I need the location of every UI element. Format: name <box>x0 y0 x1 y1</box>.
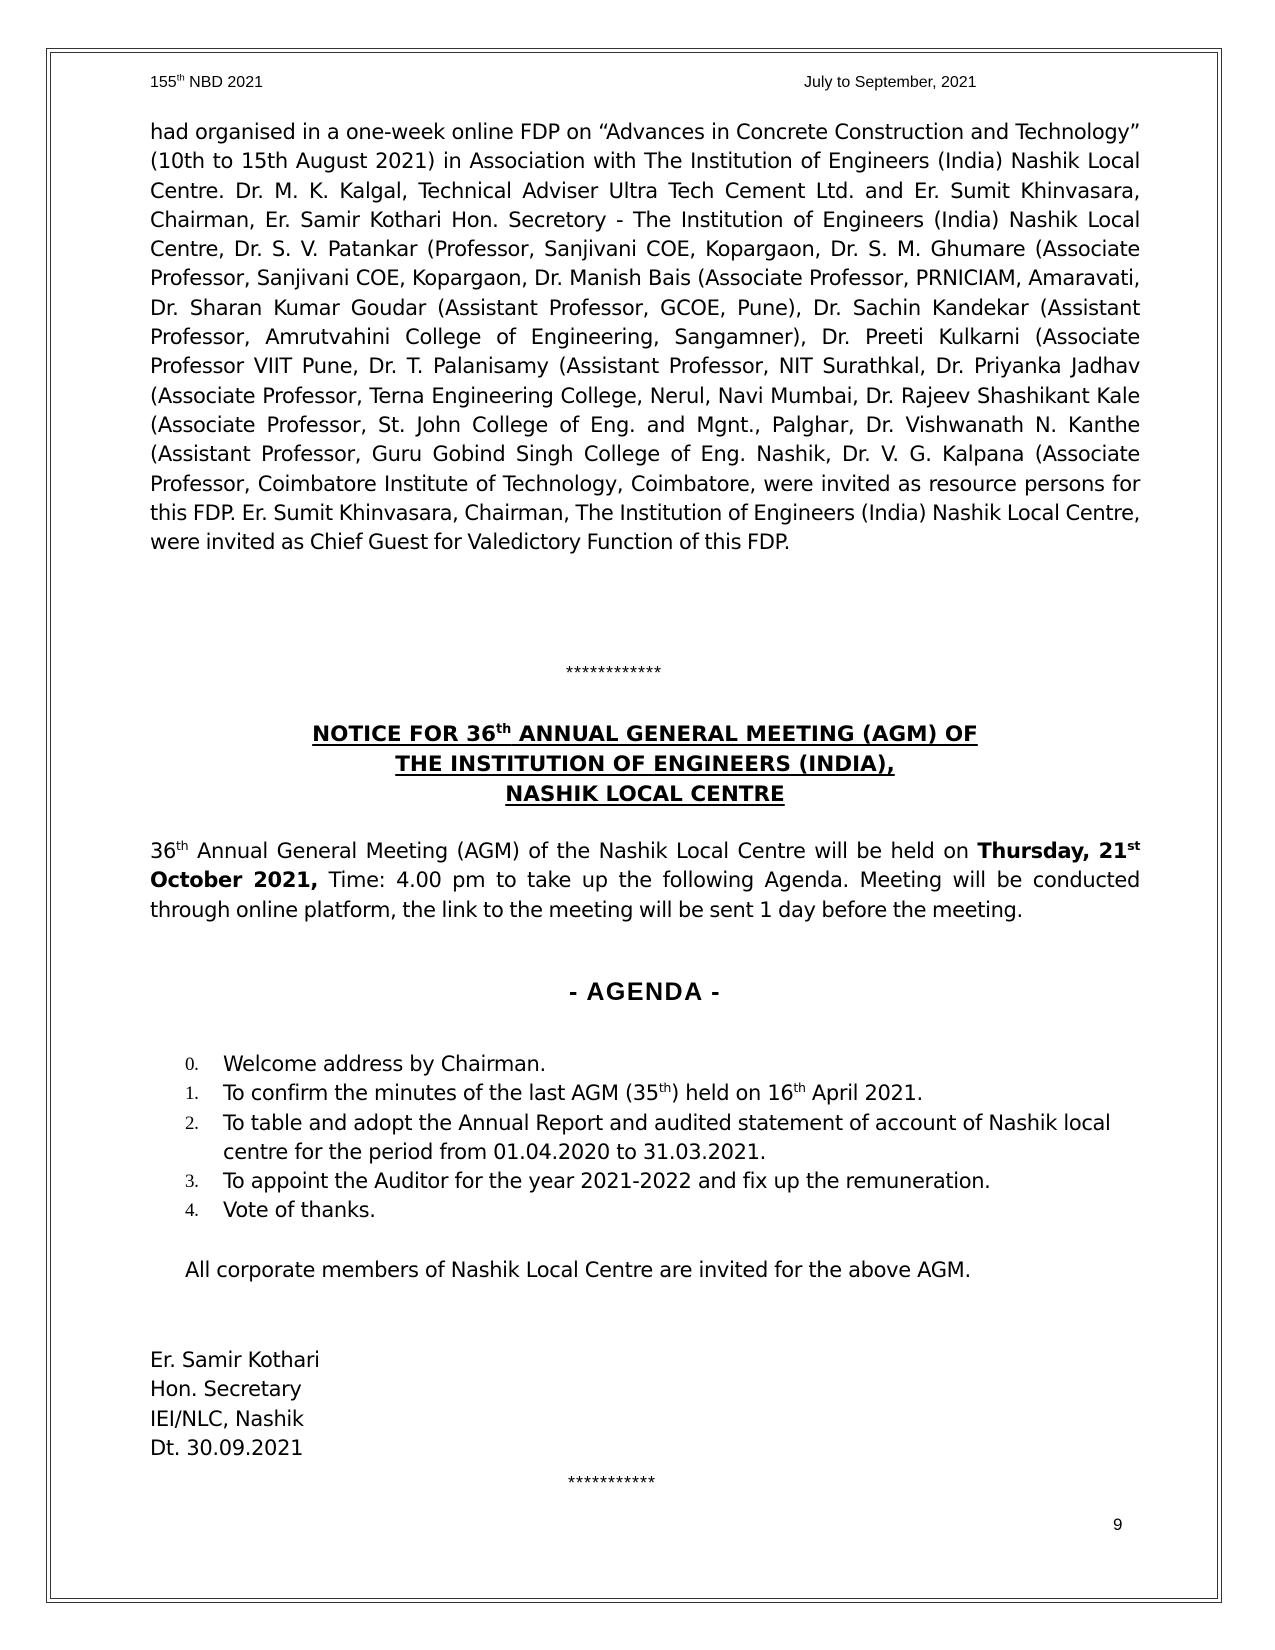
issue-label: 155th NBD 2021 <box>150 72 263 91</box>
signatory-organisation: IEI/NLC, Nashik <box>150 1406 304 1431</box>
page-number: 9 <box>1113 1515 1123 1534</box>
signatory-title: Hon. Secretary <box>150 1377 302 1402</box>
agenda-item-text: Vote of thanks. <box>223 1198 376 1223</box>
notice-title-line-3: NASHIK LOCAL CENTRE <box>505 782 785 807</box>
agenda-item <box>185 1167 1140 1196</box>
section-separator: ************ <box>566 663 663 683</box>
signatory-name: Er. Samir Kothari <box>150 1348 320 1372</box>
agm-announcement: 36th Annual General Meeting (AGM) of the Nashik Local Centre will be held on Thursday, 21st October 2021, Time: 4.00 pm to take up the following Agenda. Meeting will be conducted through online platform, the link to the meeting will be sent 1 day before the meeting. <box>150 838 1140 922</box>
page-header <box>150 74 1050 96</box>
notice-title-line-2: THE INSTITUTION OF ENGINEERS (INDIA), <box>395 752 895 777</box>
agenda-item <box>185 1079 1140 1108</box>
notice-title <box>150 720 1140 810</box>
issue-period: July to September, 2021 <box>804 74 977 91</box>
invite-line: All corporate members of Nashik Local Centre are invited for the above AGM. <box>185 1258 971 1282</box>
agenda-item-number: 2. <box>185 1112 199 1134</box>
agenda-heading: - AGENDA - <box>568 978 722 1006</box>
agenda-item-number: 0. <box>185 1054 199 1075</box>
signature-date: Dt. 30.09.2021 <box>150 1435 304 1460</box>
agenda-item-number: 1. <box>185 1083 199 1105</box>
agenda-item-text: Welcome address by Chairman. <box>223 1052 546 1076</box>
agenda-list <box>185 1050 1140 1226</box>
agenda-item-text: To table and adopt the Annual Report and audited statement of account of Nashik local centre for the period from 01.04.2020 to 31.03.2021. <box>223 1110 1111 1164</box>
agenda-item-number: 4. <box>185 1200 199 1222</box>
agenda-item <box>185 1109 1140 1168</box>
end-separator: *********** <box>568 1473 657 1493</box>
agenda-item-text: To confirm the minutes of the last AGM (35th) held on 16th April 2021. <box>223 1080 923 1106</box>
agenda-item <box>185 1050 1140 1079</box>
agenda-item <box>185 1196 1140 1225</box>
agenda-item-text: To appoint the Auditor for the year 2021-2022 and fix up the remuneration. <box>223 1169 991 1194</box>
fdp-paragraph: had organised in a one-week online FDP on “Advances in Concrete Construction and Technology” (10th to 15th August 2021) in Association with The Institution of Engineers (India) Nashik Local Centre. Dr. M. K. Kalgal, Technical Adviser Ultra Tech Cement Ltd. and Er. Sumit Khinvasara, Chairman, Er. Samir Kothari Hon. Secretory - The Institution of Engineers (India) Nashik Local Centre, Dr. S. V. Patankar (Professor, Sanjivani COE, Kopargaon, Dr. S. M. Ghumare (Associate Professor, Sanjivani COE, Kopargaon, Dr. Manish Bais (Associate Professor, PRNICIAM, Amaravati, Dr. Sharan Kumar Goudar (Assistant Professor, GCOE, Pune), Dr. Sachin Kandekar (Assistant Professor, Amrutvahini College of Engineering, Sangamner), Dr. Preeti Kulkarni (Associate Professor VIIT Pune, Dr. T. Palanisamy (Assistant Professor, NIT Surathkal, Dr. Priyanka Jadhav (Associate Professor, Terna Engineering College, Nerul, Navi Mumbai, Dr. Rajeev Shashikant Kale (Associate Professor, St. John College of Eng. and Mgnt., Palghar, Dr. Vishwanath N. Kanthe (Assistant Professor, Guru Gobind Singh College of Eng. Nashik, Dr. V. G. Kalpana (Associate Professor, Coimbatore Institute of Technology, Coimbatore, were invited as resource persons for this FDP. Er. Sumit Khinvasara, Chairman, The Institution of Engineers (India) Nashik Local Centre, were invited as Chief Guest for Valedictory Function of this FDP. <box>150 120 1140 555</box>
agenda-item-number: 3. <box>185 1171 199 1193</box>
signature-block <box>150 1346 320 1463</box>
notice-title-line-1: NOTICE FOR 36th ANNUAL GENERAL MEETING (AGM) OF <box>312 721 978 747</box>
